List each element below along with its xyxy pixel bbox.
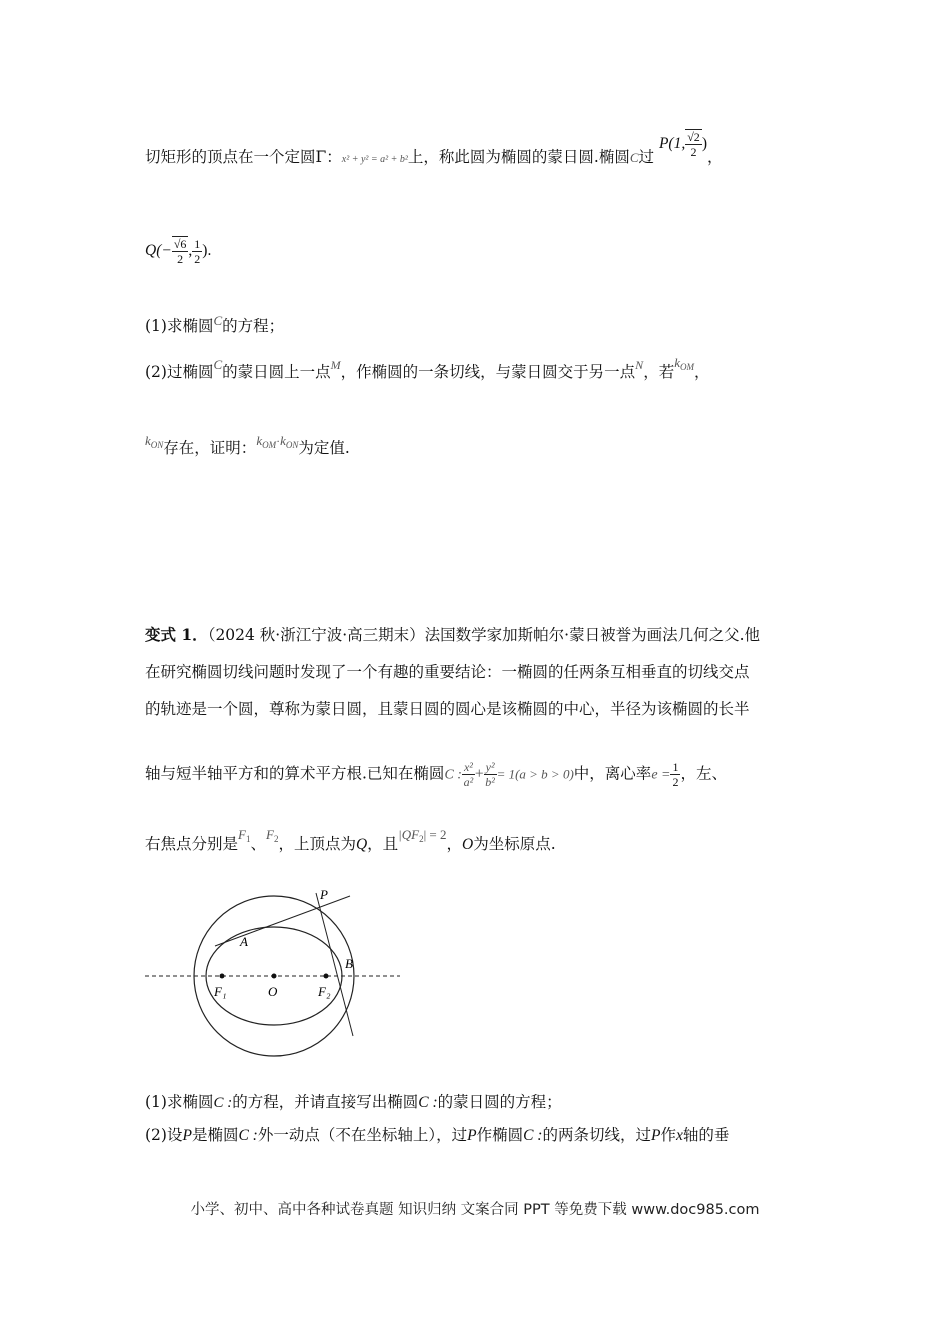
k-product [256, 431, 298, 449]
point-q [145, 236, 211, 266]
frac-y2: y² [485, 760, 495, 774]
text: 过 [638, 148, 655, 166]
text: ， [706, 148, 723, 166]
text: 的轨迹是一个圆，尊称为蒙日圆，且蒙日圆的圆心是该椭圆的中心，半径为该椭圆的长半 [145, 700, 750, 718]
q-close: ). [202, 242, 212, 259]
f2 [266, 825, 278, 843]
ellipse-condition: = 1(a > b > 0) [496, 766, 574, 782]
q-den2: 2 [194, 251, 201, 266]
q-num1: √6 [173, 237, 187, 251]
problem-line-1 [145, 130, 723, 173]
text: 切矩形的顶点在一个定圆Γ： [145, 148, 342, 166]
variant-question-2 [145, 1125, 729, 1146]
tangent-line-pa [215, 896, 350, 946]
p-den: 2 [690, 145, 697, 159]
text: ， [693, 363, 710, 381]
q-num2: 1 [194, 236, 201, 251]
footer-ad: 小学、初中、高中各种试卷真题 知识归纳 文案合同 PPT 等免费下载 www.doc985.com [190, 1202, 760, 1218]
f1 [238, 825, 250, 843]
k: k [280, 433, 286, 448]
f: F [265, 827, 274, 842]
q-den1: 2 [177, 252, 184, 266]
text: 为坐标原点. [473, 835, 556, 853]
text: 上，称此圆为椭圆的蒙日圆.椭圆 [407, 148, 630, 166]
qf-sub: 2 [419, 834, 424, 844]
text: 是椭圆 [191, 1126, 239, 1144]
eccentricity-label: e = [651, 767, 671, 783]
text: 的方程； [222, 317, 285, 335]
variant-line-2 [145, 662, 750, 682]
frac-b2: b² [485, 775, 495, 789]
text: 中，离心率 [573, 764, 652, 783]
var-c: C [213, 313, 223, 328]
point-f1 [220, 974, 225, 979]
label-b: B [345, 956, 353, 971]
k-sub: ON [285, 440, 299, 450]
point-p [659, 129, 707, 159]
var-n: N [635, 358, 644, 372]
question-1 [145, 313, 285, 337]
label-a: A [240, 934, 248, 949]
var-c: C : [418, 1094, 438, 1111]
text: ，左、 [680, 764, 727, 783]
e-den: 2 [672, 775, 679, 789]
monge-circle-figure [140, 878, 410, 1078]
e-num: 1 [672, 760, 679, 774]
k: k [145, 433, 151, 448]
q-sep: , [188, 242, 193, 259]
var-c: C : [238, 1127, 258, 1144]
text: 为定值. [298, 439, 350, 457]
text: （2024 秋·浙江宁波·高三期末）法国数学家加斯帕尔·蒙日被誉为画法几何之父.他 [207, 626, 761, 644]
text: ，若 [643, 363, 675, 381]
text: (1)求椭圆 [145, 1093, 214, 1111]
k-sub: OM [679, 362, 694, 372]
point-o [272, 974, 277, 979]
point-f2 [324, 974, 329, 979]
text: ，上顶点为 [278, 835, 356, 853]
var-c: C : [523, 1127, 543, 1144]
k-sub: OM [262, 440, 277, 450]
qf-val: | = 2 [423, 827, 447, 842]
p-label: P(1, [658, 135, 686, 152]
text: 轴的垂 [682, 1126, 730, 1144]
text: 的两条切线，过 [542, 1126, 651, 1144]
variant-line-1 [145, 625, 760, 645]
qf: |QF [398, 827, 420, 842]
frac-x2: x² [463, 760, 473, 774]
var-p: P [182, 1127, 192, 1144]
f-sub: 1 [245, 834, 251, 844]
var-c: C [213, 357, 223, 372]
dot: · [276, 434, 281, 448]
label-o: O [268, 984, 278, 999]
var-m: M [330, 358, 341, 372]
var-q: Q [355, 836, 368, 853]
var-o: O [462, 836, 474, 853]
p-close: ) [701, 135, 707, 152]
text: 的蒙日圆的方程； [437, 1093, 562, 1111]
monge-circle-equation: x² + y² = a² + b² [341, 154, 408, 165]
p-num: √2 [687, 130, 700, 144]
var-x: x [675, 1127, 683, 1144]
text: 、 [250, 835, 266, 853]
text: ，且 [367, 835, 399, 853]
f-sub: 2 [273, 834, 279, 844]
qf2-condition [398, 825, 446, 843]
variant-line-4 [145, 760, 727, 789]
text: 外一动点（不在坐标轴上），过 [257, 1126, 468, 1144]
var-p: P [650, 1127, 661, 1144]
text: ，作椭圆的一条切线，与蒙日圆交于另一点 [340, 363, 636, 381]
k: k [256, 433, 263, 448]
label-f1: F₁ [214, 984, 227, 999]
k: k [674, 355, 680, 370]
text: (2)设 [145, 1126, 183, 1144]
text: 轴与短半轴平方和的算术平方根.已知在椭圆 [145, 764, 445, 783]
var-c: C [629, 150, 639, 165]
var-c: C : [213, 1095, 233, 1111]
variant-title: 变式 1． [145, 625, 208, 644]
plus: + [474, 765, 484, 783]
text: 在研究椭圆切线问题时发现了一个有趣的重要结论：一椭圆的任两条互相垂直的切线交点 [145, 663, 750, 681]
text: 的蒙日圆上一点 [222, 363, 331, 381]
k-on [145, 431, 163, 449]
label-p: P [320, 887, 328, 902]
text: ， [446, 835, 463, 853]
var-c: C : [444, 767, 462, 783]
frac-a2: a² [463, 775, 474, 789]
text: 右焦点分别是 [145, 835, 239, 853]
k-sub: ON [150, 440, 164, 450]
variant-line-5 [145, 827, 556, 859]
question-2-cont [145, 433, 350, 463]
k-om [674, 353, 694, 371]
text: (1)求椭圆 [145, 317, 214, 335]
text: 的方程，并请直接写出椭圆 [232, 1093, 419, 1111]
variant-question-1 [145, 1092, 562, 1113]
text: 存在，证明： [163, 439, 257, 457]
label-f2: F₂ [318, 984, 331, 999]
text: 作椭圆 [476, 1126, 524, 1144]
text: (2)过椭圆 [145, 363, 214, 381]
f: F [238, 827, 246, 842]
var-p: P [467, 1127, 477, 1144]
question-2 [145, 355, 710, 387]
text: 作 [660, 1126, 676, 1144]
variant-line-3 [145, 699, 750, 719]
q-label: Q(− [145, 242, 172, 259]
